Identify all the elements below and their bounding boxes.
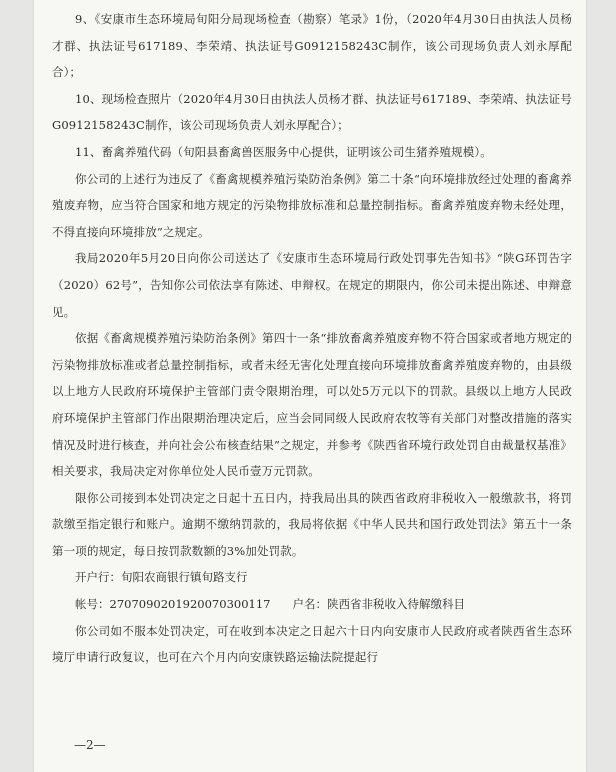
evidence-item-10: 10、现场检查照片（2020年4月30日由执法人员杨才群、执法证号617189、李荣靖、执法证号G0912158243C制作，该公司现场负责人刘永厚配合）； (52, 91, 572, 133)
account-number-label: 帐号： (75, 597, 110, 612)
evidence-item-11: 11、畜禽养殖代码（旬阳县畜禽兽医服务中心提供，证明该公司生猪养殖规模）。 (75, 144, 492, 159)
bank-label: 开户行： (75, 570, 121, 585)
page-number: —2— (74, 738, 106, 752)
penalty-basis-paragraph: 依据《畜禽规模养殖污染防治条例》第四十一条“排放畜禽养殖废弃物不符合国家或者地方规定的污染物排放标准或者总量控制指标，或者未经无害化处理直接向环境排放畜禽养殖废弃物的，由县级以上地方人民政府环境保护主管部门责令限期治理，可以处5万元以下的罚款。县级以上地方人民政府环境保护主管部门作出限期治理决定后，应当会同同级人民政府农牧等有关部门对整改措施的落实情况及时进行核查，并向社会公布核查结果”之规定，并参考《陕西省环境行政处罚自由裁量权基准》相关要求，我局决定对你单位处人民币壹万元罚款。 (52, 331, 572, 479)
violation-paragraph: 你公司的上述行为违反了《畜禽规模养殖污染防治条例》第二十条“向环境排放经过处理的畜禽养殖废弃物，应当符合国家和地方规定的污染物排放标准和总量控制指标。畜禽养殖废弃物未经处理，不得直接向环境排放”之规定。 (52, 171, 572, 239)
evidence-item-9: 9、《安康市生态环境局旬阳分局现场检查（勘察）笔录》1份，（2020年4月30日由执法人员杨才群、执法证号617189、李荣靖、执法证号G0912158243C制作，该公司现场负责人刘永厚配合）； (52, 12, 572, 80)
payment-deadline-paragraph: 限你公司接到本处罚决定之日起十五日内，持我局出具的陕西省政府非税收入一般缴款书，将罚款缴至指定银行和账户。逾期不缴纳罚款的，我局将依据《中华人民共和国行政处罚法》第五十一条第一项的规定，每日按罚款数额的3%加处罚款。 (52, 490, 572, 558)
account-line (52, 591, 572, 618)
account-name: 陕西省非税收入待解缴科目 (326, 597, 465, 612)
notice-paragraph: 我局2020年5月20日向你公司送达了《安康市生态环境局行政处罚事先告知书》“陕G环罚告字（2020）62号”，告知你公司依法享有陈述、申辩权。在规定的期限内，你公司未提出陈述、申辩意见。 (52, 251, 572, 319)
appeal-paragraph: 你公司如不服本处罚决定，可在收到本决定之日起六十日内向安康市人民政府或者陕西省生态环境厅申请行政复议，也可在六个月内向安康铁路运输法院提起行 (52, 623, 572, 665)
bank-line (52, 564, 572, 591)
document-body (52, 6, 572, 671)
bank-value: 旬阳农商银行镇旬路支行 (121, 570, 248, 585)
account-name-label: 户名： (292, 597, 327, 612)
document-page (34, 0, 586, 772)
account-number: 2707090201920070300117 (109, 597, 271, 612)
